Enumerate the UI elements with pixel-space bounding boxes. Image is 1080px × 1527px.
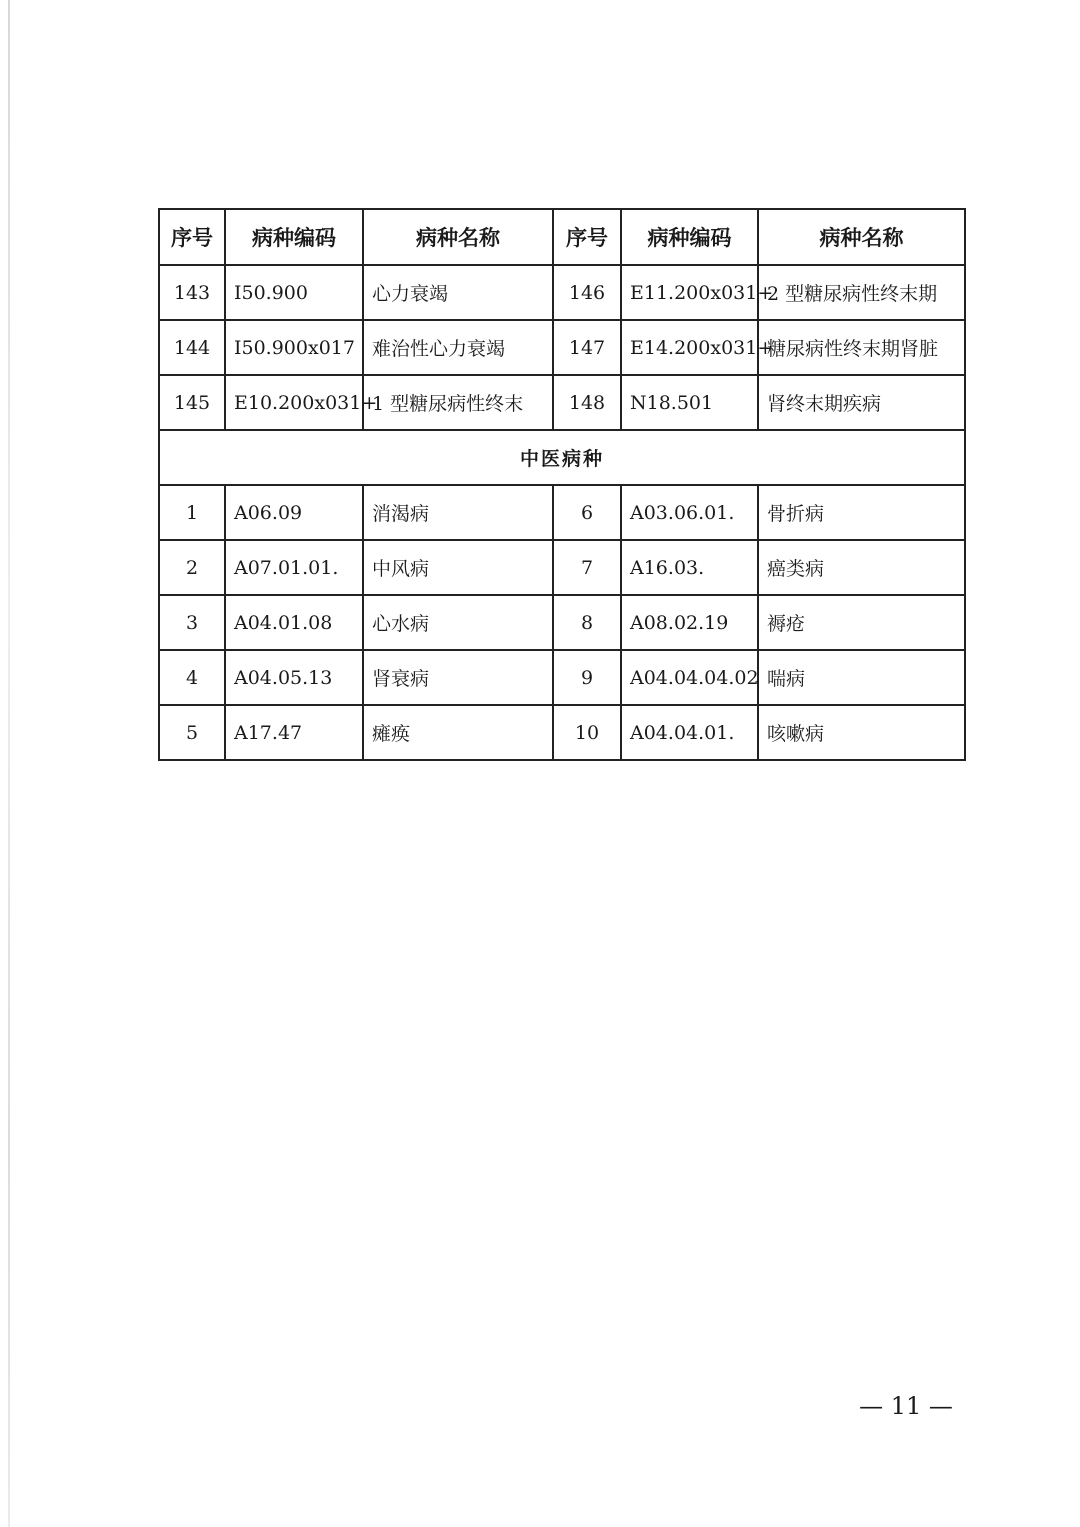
serial-cell: 6 <box>553 485 621 540</box>
serial-cell: 5 <box>159 705 225 760</box>
name-cell: 1 型糖尿病性终末 <box>363 375 553 430</box>
name-cell: 喘病 <box>758 650 965 705</box>
name-cell: 糖尿病性终末期肾脏 <box>758 320 965 375</box>
header-serial-2: 序号 <box>553 209 621 265</box>
serial-cell: 9 <box>553 650 621 705</box>
name-cell: 肾衰病 <box>363 650 553 705</box>
header-name-1: 病种名称 <box>363 209 553 265</box>
page-number: — 11 — <box>859 1392 953 1420</box>
table-header-row <box>159 209 965 265</box>
code-cell: A04.04.04.02 <box>621 650 758 705</box>
name-cell: 褥疮 <box>758 595 965 650</box>
code-cell: A04.05.13 <box>225 650 363 705</box>
serial-cell: 10 <box>553 705 621 760</box>
table-row <box>159 705 965 760</box>
name-cell: 肾终末期疾病 <box>758 375 965 430</box>
name-cell: 中风病 <box>363 540 553 595</box>
table-row <box>159 485 965 540</box>
serial-cell: 146 <box>553 265 621 320</box>
serial-cell: 2 <box>159 540 225 595</box>
name-cell: 咳嗽病 <box>758 705 965 760</box>
table-row <box>159 375 965 430</box>
code-cell: I50.900x017 <box>225 320 363 375</box>
code-cell: A16.03. <box>621 540 758 595</box>
serial-cell: 4 <box>159 650 225 705</box>
code-cell: A04.04.01. <box>621 705 758 760</box>
serial-cell: 8 <box>553 595 621 650</box>
table-row <box>159 320 965 375</box>
serial-cell: 1 <box>159 485 225 540</box>
code-cell: A04.01.08 <box>225 595 363 650</box>
section-header-row <box>159 430 965 485</box>
serial-cell: 3 <box>159 595 225 650</box>
name-cell: 消渴病 <box>363 485 553 540</box>
name-cell: 心力衰竭 <box>363 265 553 320</box>
name-cell: 2 型糖尿病性终末期 <box>758 265 965 320</box>
serial-cell: 148 <box>553 375 621 430</box>
header-name-2: 病种名称 <box>758 209 965 265</box>
scan-edge <box>8 0 10 1527</box>
serial-cell: 144 <box>159 320 225 375</box>
code-cell: E10.200x031+ <box>225 375 363 430</box>
serial-cell: 143 <box>159 265 225 320</box>
serial-cell: 7 <box>553 540 621 595</box>
table-row <box>159 265 965 320</box>
table-row <box>159 595 965 650</box>
name-cell: 心水病 <box>363 595 553 650</box>
disease-table <box>158 208 966 761</box>
code-cell: E11.200x031+ <box>621 265 758 320</box>
table-row <box>159 650 965 705</box>
name-cell: 癌类病 <box>758 540 965 595</box>
header-serial-1: 序号 <box>159 209 225 265</box>
code-cell: A03.06.01. <box>621 485 758 540</box>
name-cell: 骨折病 <box>758 485 965 540</box>
name-cell: 瘫痪 <box>363 705 553 760</box>
table-row <box>159 540 965 595</box>
serial-cell: 145 <box>159 375 225 430</box>
code-cell: A07.01.01. <box>225 540 363 595</box>
section-title-tcm: 中医病种 <box>159 430 965 485</box>
header-code-1: 病种编码 <box>225 209 363 265</box>
header-code-2: 病种编码 <box>621 209 758 265</box>
code-cell: N18.501 <box>621 375 758 430</box>
code-cell: A17.47 <box>225 705 363 760</box>
code-cell: A08.02.19 <box>621 595 758 650</box>
code-cell: E14.200x031+ <box>621 320 758 375</box>
name-cell: 难治性心力衰竭 <box>363 320 553 375</box>
code-cell: A06.09 <box>225 485 363 540</box>
code-cell: I50.900 <box>225 265 363 320</box>
serial-cell: 147 <box>553 320 621 375</box>
